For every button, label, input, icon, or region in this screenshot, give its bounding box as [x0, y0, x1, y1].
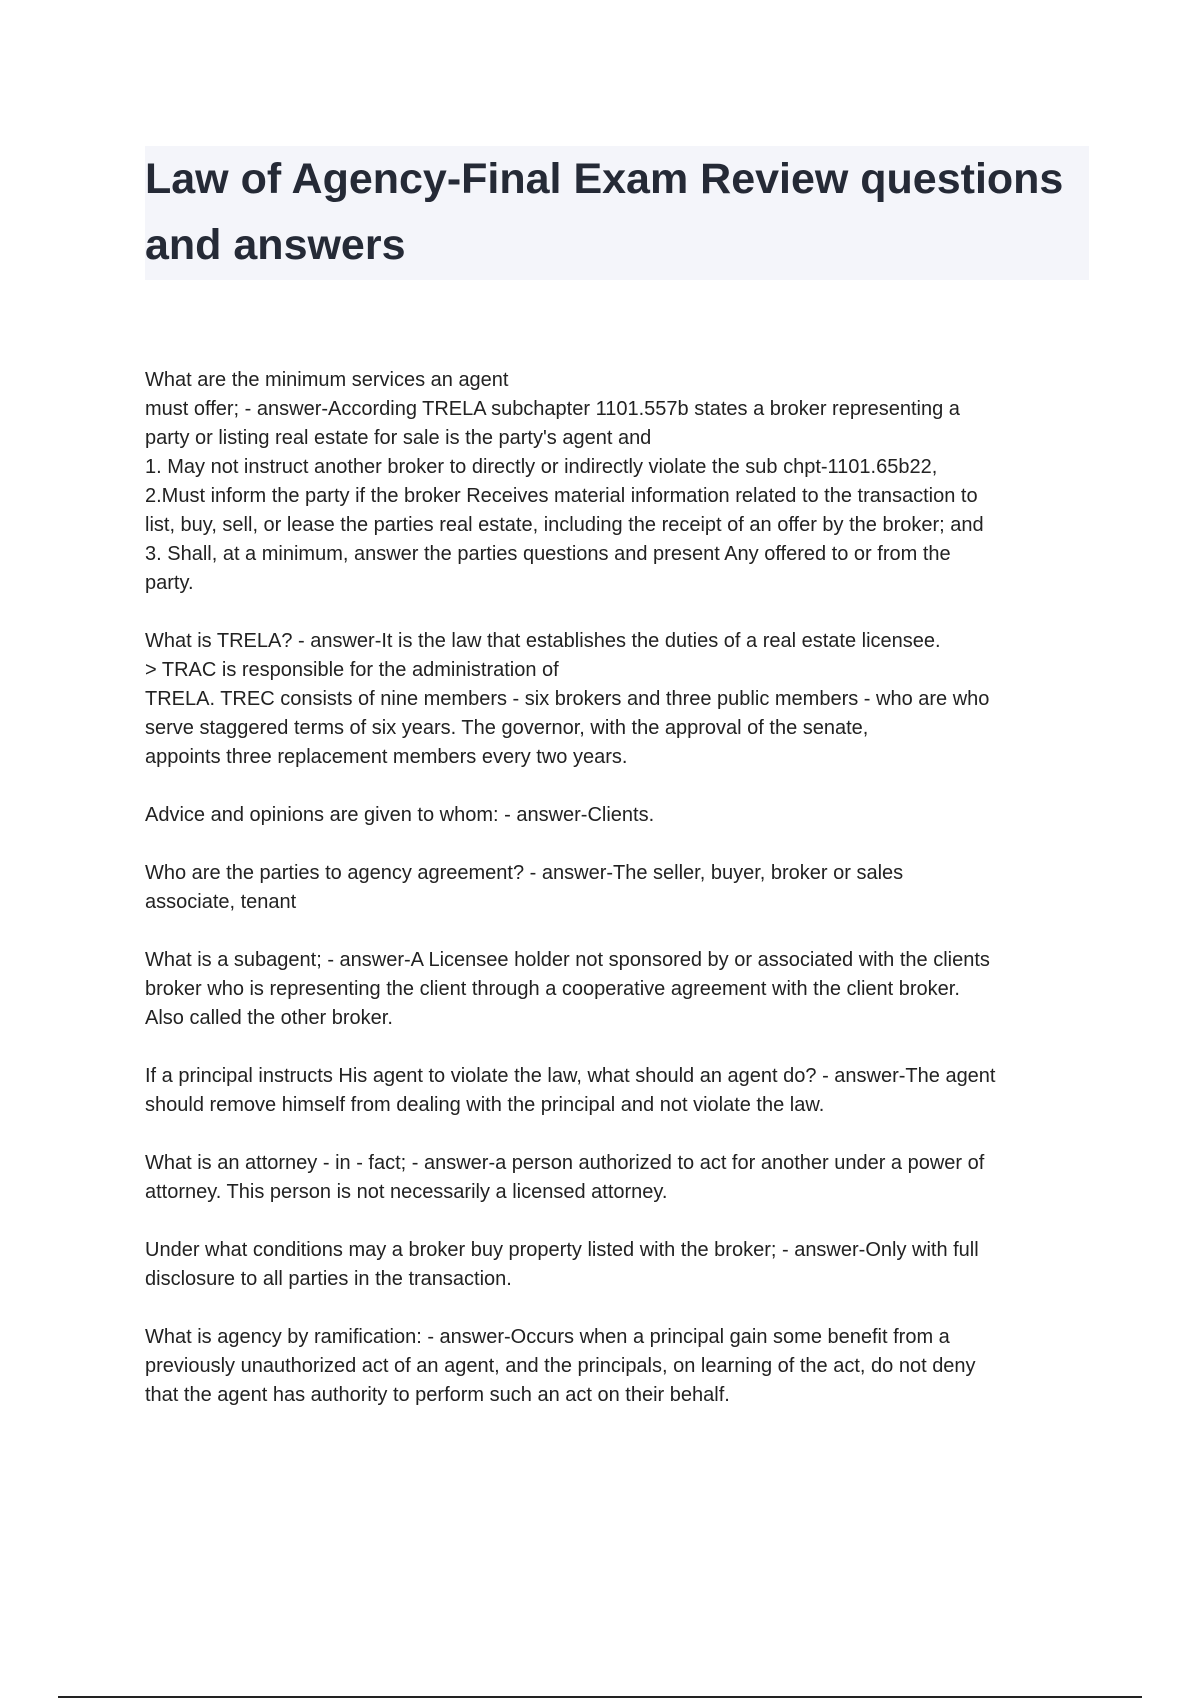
qa-list	[145, 366, 1095, 1439]
qa-text: What is a subagent; - answer-A Licensee holder not sponsored by or associated with the clients broker who is representing the client through a cooperative agreement with the client broker. Also called the other broker.	[145, 949, 990, 1029]
qa-text: If a principal instructs His agent to violate the law, what should an agent do? - answer-The agent should remove himself from dealing with the principal and not violate the law.	[145, 1065, 996, 1116]
footer-divider	[58, 1696, 1142, 1698]
qa-text: What is agency by ramification: - answer-Occurs when a principal gain some benefit from a previously unauthorized act of an agent, and the principals, on learning of the act, do not deny that the agent has authority to perform such an act on their behalf.	[145, 1326, 976, 1406]
qa-text: Under what conditions may a broker buy property listed with the broker; - answer-Only with full disclosure to all parties in the transaction.	[145, 1239, 979, 1290]
qa-item	[145, 946, 1095, 1033]
qa-item	[145, 801, 1095, 830]
qa-item	[145, 627, 1095, 772]
qa-item	[145, 1149, 1095, 1207]
document-title: Law of Agency-Final Exam Review questions and answers	[145, 155, 1064, 269]
qa-item	[145, 1236, 1095, 1294]
title-block	[145, 146, 1089, 280]
qa-item	[145, 1062, 1095, 1120]
qa-text: What are the minimum services an agent must offer; - answer-According TRELA subchapter 1101.557b states a broker representing a party or listing real estate for sale is the party's agent and 1. May not instruct another broker to directly or indirectly violate the sub chpt-1101.65b22, 2.Must inform the party if the broker Receives material information related to the transaction to list, buy, sell, or lease the parties real estate, including the receipt of an offer by the broker; and 3. Shall, at a minimum, answer the parties questions and present Any offered to or from the party.	[145, 369, 984, 594]
qa-text: What is an attorney - in - fact; - answer-a person authorized to act for another under a power of attorney. This person is not necessarily a licensed attorney.	[145, 1152, 985, 1203]
qa-text: Advice and opinions are given to whom: - answer-Clients.	[145, 804, 655, 826]
qa-item	[145, 859, 1095, 917]
qa-item	[145, 1323, 1095, 1410]
qa-text: What is TRELA? - answer-It is the law that establishes the duties of a real estate licensee. > TRAC is responsible for the administration of TRELA. TREC consists of nine members - six brokers and three public members - who are who serve staggered terms of six years. The governor, with the approval of the senate, appoints three replacement members every two years.	[145, 630, 990, 768]
qa-text: Who are the parties to agency agreement? - answer-The seller, buyer, broker or sales associate, tenant	[145, 862, 904, 913]
qa-item	[145, 366, 1095, 598]
